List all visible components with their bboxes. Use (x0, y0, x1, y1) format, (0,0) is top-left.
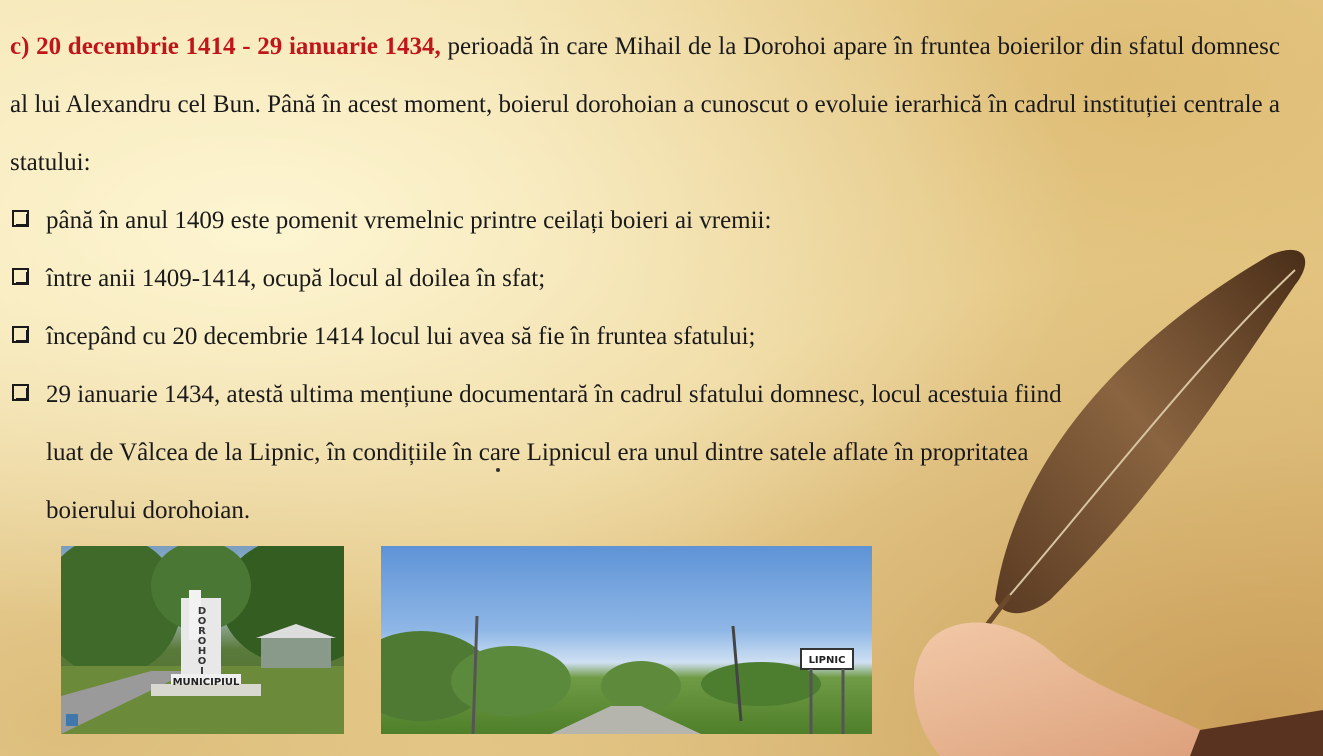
list-item-text: între anii 1409-1414, ocupă locul al doilea în sfat; (46, 265, 546, 292)
dorohoi-letter: H (197, 646, 207, 657)
dorohoi-photo-illustration (61, 546, 344, 734)
dorohoi-sign-base: MUNICIPIUL (172, 677, 240, 688)
intro-text: perioadă în care Mihail de la Dorohoi apare în fruntea boierilor din sfatul domnesc al lui Alexandru cel Bun. Până în acest moment, boierul dorohoian a cunoscut o evoluie ierarhică în cadrul instituției centrale a statului: (10, 33, 1280, 176)
lipnic-photo-illustration (381, 546, 872, 734)
checkbox-bullet-icon (12, 268, 29, 285)
dorohoi-letter: I (200, 666, 204, 677)
dorohoi-letter: R (198, 626, 206, 637)
dorohoi-letter: O (197, 636, 207, 647)
checkbox-bullet-icon (12, 326, 29, 343)
lipnic-sign-text: LIPNIC (808, 655, 846, 666)
decorative-dot (496, 468, 500, 472)
dorohoi-letter: O (197, 616, 207, 627)
checkbox-bullet-icon (12, 384, 29, 401)
intro-paragraph (10, 18, 1280, 192)
quill-hand-illustration (900, 240, 1323, 756)
dorohoi-letter: D (197, 606, 207, 617)
date-range: c) 20 decembrie 1414 - 29 ianuarie 1434, (10, 33, 441, 60)
lipnic-sign-photo (381, 546, 872, 734)
dorohoi-letter: O (197, 656, 207, 667)
dorohoi-sign-photo (61, 546, 344, 734)
list-item-text: până în anul 1409 este pomenit vremelnic printre ceilați boieri ai vremii: (46, 207, 772, 234)
list-item-text: începând cu 20 decembrie 1414 locul lui avea să fie în fruntea sfatului; (46, 323, 756, 350)
list-item-text: 29 ianuarie 1434, atestă ultima mențiune documentară în cadrul sfatului domnesc, locul acestuia fiind luat de Vâlcea de la Lipnic, în condițiile în care Lipnicul era unul dintre satele aflate în propritatea boierului dorohoian. (46, 381, 1062, 524)
checkbox-bullet-icon (12, 210, 29, 227)
